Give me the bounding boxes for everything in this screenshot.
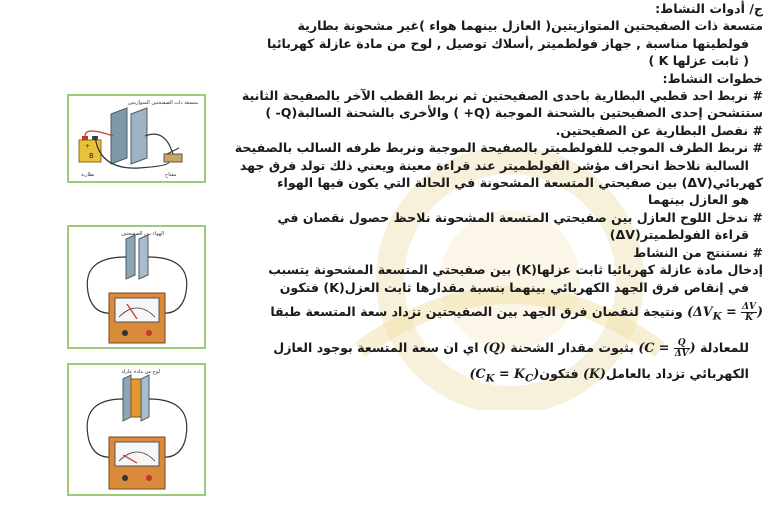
tools-line-1: متسعة ذات الصفيحتين المتوازيتين( العازل بينهما هواء )غير مشحونة بطارية — [297, 18, 763, 34]
figure-capacitor-battery: متسعة ذات الصفيحتين المتوازيتين + B بطارية مفتاح — [67, 94, 206, 183]
figure-voltmeter-dielectric: لوح من مادة عازلة — [67, 363, 206, 496]
step-line-8: # ندخل اللوح العازل بين صفيحتي المتسعة المشحونة نلاحظ حصول نقصان في — [277, 209, 763, 225]
svg-text:B: B — [89, 152, 94, 160]
step-line-11: إدخال مادة عازلة كهربائيا ثابت عزلها(K) بين صفيحتي المتسعة المشحونة يتسبب — [268, 262, 763, 278]
voltmeter-dielectric-diagram — [69, 365, 204, 494]
step-line-9: قراءة الفولطميتر(ΔV) — [609, 227, 749, 243]
step-line-10: # نستنتج من النشاط — [633, 244, 763, 260]
figure-voltmeter-air: الهواء بين الصفيحتين — [67, 225, 206, 349]
tools-line-3: ( ثابت عزلها K ) — [648, 53, 749, 69]
step-line-3: # نفصل البطارية عن الصفيحتين. — [555, 122, 763, 138]
activity-text — [198, 0, 763, 390]
capacitor-battery-diagram — [69, 96, 204, 181]
formula-line-1 — [198, 296, 763, 333]
step-line-1: # نربط احد قطبي البطارية باحدى الصفيحتين ثم نربط القطب الآخر بالصفيحة الثانية — [241, 88, 763, 104]
step-line-12: في إنقاص فرق الجهد الكهربائي بينهما بنسبة مقدارها ثابت العزل(K) فتكون — [279, 279, 749, 295]
tools-heading: ج/ أدوات النشاط: — [655, 1, 763, 16]
voltmeter-air-diagram — [69, 227, 204, 347]
formula-line-1-text: ونتيجة لنقصان فرق الجهد بين الصفيحتين تزداد سعة المتسعة طبقا — [270, 303, 683, 319]
tools-line-2: فولطيتها مناسبة , جهاز فولطميتر ,أسلاك توصيل , لوح من مادة عازلة كهربائيا — [266, 35, 749, 51]
svg-text:مفتاح: مفتاح — [165, 172, 177, 178]
formula-line-2: للمعادلة (C = $\frac{Q}{\Delta V}$ ) بثبوت مقدار الشحنة (Q) اي ان سعة المتسعة بوجود العازل — [273, 338, 749, 360]
steps-title: خطوات النشاط: — [662, 70, 763, 86]
formula-ck: $(C_K = K_C)$ — [469, 366, 540, 385]
formula-dv-k: ($\Delta V_K$ = $\frac{\Delta V}{K}$ ) — [687, 301, 763, 323]
step-line-4: # نربط الطرف الموجب للفولطميتر بالصفيحة الموجبة ونربط طرفه السالب بالصفيحة — [234, 140, 763, 156]
svg-text:بطارية: بطارية — [81, 172, 95, 178]
formula-line-3: الكهربائي تزداد بالعامل(K) $فتكون(C_K = K_C)$ — [469, 366, 749, 385]
formula-capacitance: (C = $\frac{Q}{\Delta V}$ ) — [638, 338, 696, 360]
switch-icon — [164, 154, 182, 162]
step-line-5: السالبة نلاحظ انحراف مؤشر الفولطميتر عند قراءة معينة ويعني ذلك تولد فرق جهد — [239, 157, 749, 173]
svg-text:+: + — [85, 143, 91, 150]
step-line-2: ستتشحن إحدى الصفيحتين بالشحنة الموجبة (Q+ ) والأخرى بالشحنة السالبة(Q- ) — [265, 105, 763, 121]
step-line-7: هو العازل بينهما — [648, 192, 749, 208]
step-line-6: كهربائي(ΔV) بين صفيحتي المتسعة المشحونة في الحالة التي يكون فيها الهواء — [277, 175, 763, 191]
dielectric-slab-icon — [131, 379, 141, 417]
